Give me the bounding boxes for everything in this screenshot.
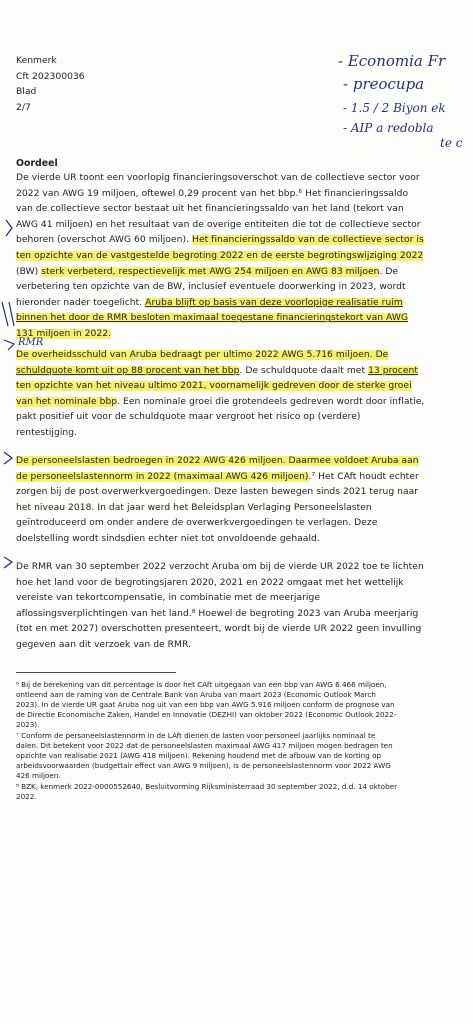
highlighted-text: 13 procent [368,365,418,376]
letter-header [16,53,85,115]
margin-arrow-icon [4,340,14,350]
text-line: zorgen bij de post overwerkvergoedingen. Deze lasten bewegen sinds 2021 terug naar [16,487,419,498]
text-line [16,265,459,281]
blad-label: Blad [16,86,37,97]
section-heading: Oordeel [16,158,58,169]
text-line: De RMR van 30 september 2022 verzocht Aruba om bij de vierde UR 2022 toe te lichten [16,562,424,572]
footnote-7 [16,731,461,781]
highlighted-text: de personeelslastennorm in 2022 (maximaal AWG 426 miljoen) [16,471,309,482]
text-line [16,348,459,364]
reference-number: Cft 202300036 [16,70,85,82]
text-line [16,233,459,249]
highlighted-text: Aruba blijft op basis van deze voorlopige realisatie ruim [145,297,403,308]
text-line [16,379,459,395]
text-line [16,470,459,486]
margin-slash-icon [9,302,14,326]
text-line [16,364,459,380]
text-line [16,454,459,470]
text-line [16,311,459,327]
highlighted-text: binnen het door de RMR besloten maximaal toegestane financieringstekort van AWG [16,313,409,324]
footnote-line: de Directie Economische Zaken, Handel en Innovatie (DEZHI) van oktober 2022 (Economic Outlook 2022- [16,710,397,719]
note-line-3: - 1.5 / 2 Biyon ek [343,101,446,115]
text-run: behoren (overschot AWG 60 miljoen). [16,235,193,246]
text-line [16,395,459,411]
footnote-line: arbeidsvoorwaarden (budgettair effect van AWG 9 miljoen), is de personeelslastennorm voor 2022 AWG [16,761,391,770]
footnote-line: 426 miljoen. [16,771,61,780]
page-number: 2/7 [16,101,31,113]
footnote-line: opzichte van realisatie 2021 (AWG 418 miljoen). Rekening houdend met de afbouw van de korting op [16,751,382,760]
text-run: (BW) [16,266,42,277]
footnote-line: 2022. [16,792,37,801]
paragraph-government-debt [16,348,459,442]
text-run: hieronder nader toegelicht. [16,297,146,308]
text-line: verbetering ten opzichte van de BW, inclusief eventuele doorwerking in 2023, wordt [16,282,406,293]
highlighted-text: ten opzichte van de vastgestelde begroting 2022 en de eerste begrotingswijziging 2022 [16,250,424,261]
footnote-line: ⁸ BZK, kenmerk 2022-0000552640, Besluitvorming Rijksministerraad 30 september 2022, d.d. 14 oktober [16,782,398,791]
note-line-2: - preocupa [343,75,425,93]
highlighted-text: Het financieringssaldo van de collectieve sector is [192,235,424,246]
text-line: van de collectieve sector bestaat uit het financieringssaldo van het land (tekort van [16,204,404,215]
text-run: . Een nominale groei die grotendeels gedreven wordt door inflatie, [117,396,425,407]
highlighted-text: sterk verbeterd, respectievelijk met AWG 254 miljoen en AWG 83 miljoen [41,266,380,277]
text-line: aflossingsverplichtingen van het land.⁸ Hoewel de begroting 2023 van Aruba meerjarig [16,608,419,619]
highlighted-text: De overheidsschuld van Aruba bedraagt per ultimo 2022 AWG 5.716 miljoen. De [16,350,389,360]
highlighted-text: 131 miljoen in 2022. [16,328,112,339]
kenmerk-label: Kenmerk [16,55,57,66]
footnote-line: ⁶ Bij de berekening van dit percentage is door het CAft uitgegaan van een bbp van AWG 6.466 miljoen, [16,680,387,689]
footnote-line: ⁷ Conform de personeelslastennorm in de LAft dienen de lasten voor personeel jaarlijks nominaal te [16,731,376,740]
text-line: De vierde UR toont een voorlopig financieringsoverschot van de collectieve sector voor [16,173,420,183]
note-line-1: - Economia Fr [338,52,446,70]
footnote-line: ontleend aan de raming van de Centrale Bank van Aruba van maart 2023 (Economic Outlook March [16,690,376,699]
text-run: .⁷ Het CAft houdt echter [308,471,419,482]
margin-arrow-icon [4,557,12,568]
highlighted-text: van het nominale bbp [16,396,118,407]
paragraph-rmr-request [16,560,459,654]
text-line: doelstelling wordt sindsdien echter niet tot onvoldoende gehaald. [16,533,320,544]
footnote-6 [16,680,461,730]
margin-arrow-icon [4,452,12,464]
text-line: het niveau 2018. In dat jaar werd het Beleidsplan Verlaging Personeelslasten [16,502,372,513]
footnote-line: 2023). [16,720,40,729]
highlighted-text: schuldquote komt uit op 88 procent van het bbp [16,365,240,376]
highlighted-text: ten opzichte van het niveau ultimo 2021, voornamelijk gedreven door de sterke groei [16,381,412,392]
paragraph-personnel-costs [16,454,459,548]
text-line [16,249,459,265]
text-run: . De schuldquote daalt met [239,365,369,376]
margin-note-rmr: RMR [18,337,44,348]
footnote-line: dalen. Dit betekent voor 2022 dat de personeelslasten maximaal AWG 417 miljoen mogen bedragen ten [16,741,393,750]
text-line: AWG 41 miljoen) en het resultaat van de overige entiteiten die tot de collectieve sector [16,219,421,230]
text-line [16,296,459,312]
text-line: vereiste van tekortcompensatie, in combinatie met de meerjarige [16,593,321,604]
footnote-8 [16,782,461,802]
footnote-divider [16,672,176,673]
text-line [16,327,459,343]
text-line: hoe het land voor de begrotingsjaren 2020, 2021 en 2022 omgaat met het wettelijk [16,577,404,588]
paragraph-financing-surplus [16,171,459,343]
text-line: pakt positief uit voor de schuldquote maar vergroot het risico op (verdere) [16,412,361,423]
text-run: . De [379,266,399,277]
note-line-4: - AIP a redobla [343,121,434,135]
footnote-line: 2023). In de vierde UR gaat Aruba nog uit van een bbp van AWG 5.916 miljoen conform de prognose van [16,700,395,709]
text-line: (tot en met 2027) overschotten presenteert, wordt bij de vierde UR 2022 geen invulling [16,624,422,635]
highlighted-text: De personeelslasten bedroegen in 2022 AWG 426 miljoen. Daarmee voldoet Aruba aan [16,456,419,466]
margin-slash-icon [2,302,8,326]
text-line: gegeven aan dit verzoek van de RMR. [16,639,191,650]
note-line-5: te c [440,136,463,150]
text-line: rentestijging. [16,427,78,438]
text-line: 2022 van AWG 19 miljoen, oftewel 0,29 procent van het bbp.⁶ Het financieringssaldo [16,188,409,199]
text-line: geïntroduceerd om onder andere de overwerkvergoedingen te verlagen. Deze [16,518,378,529]
margin-arrow-icon [6,220,12,236]
